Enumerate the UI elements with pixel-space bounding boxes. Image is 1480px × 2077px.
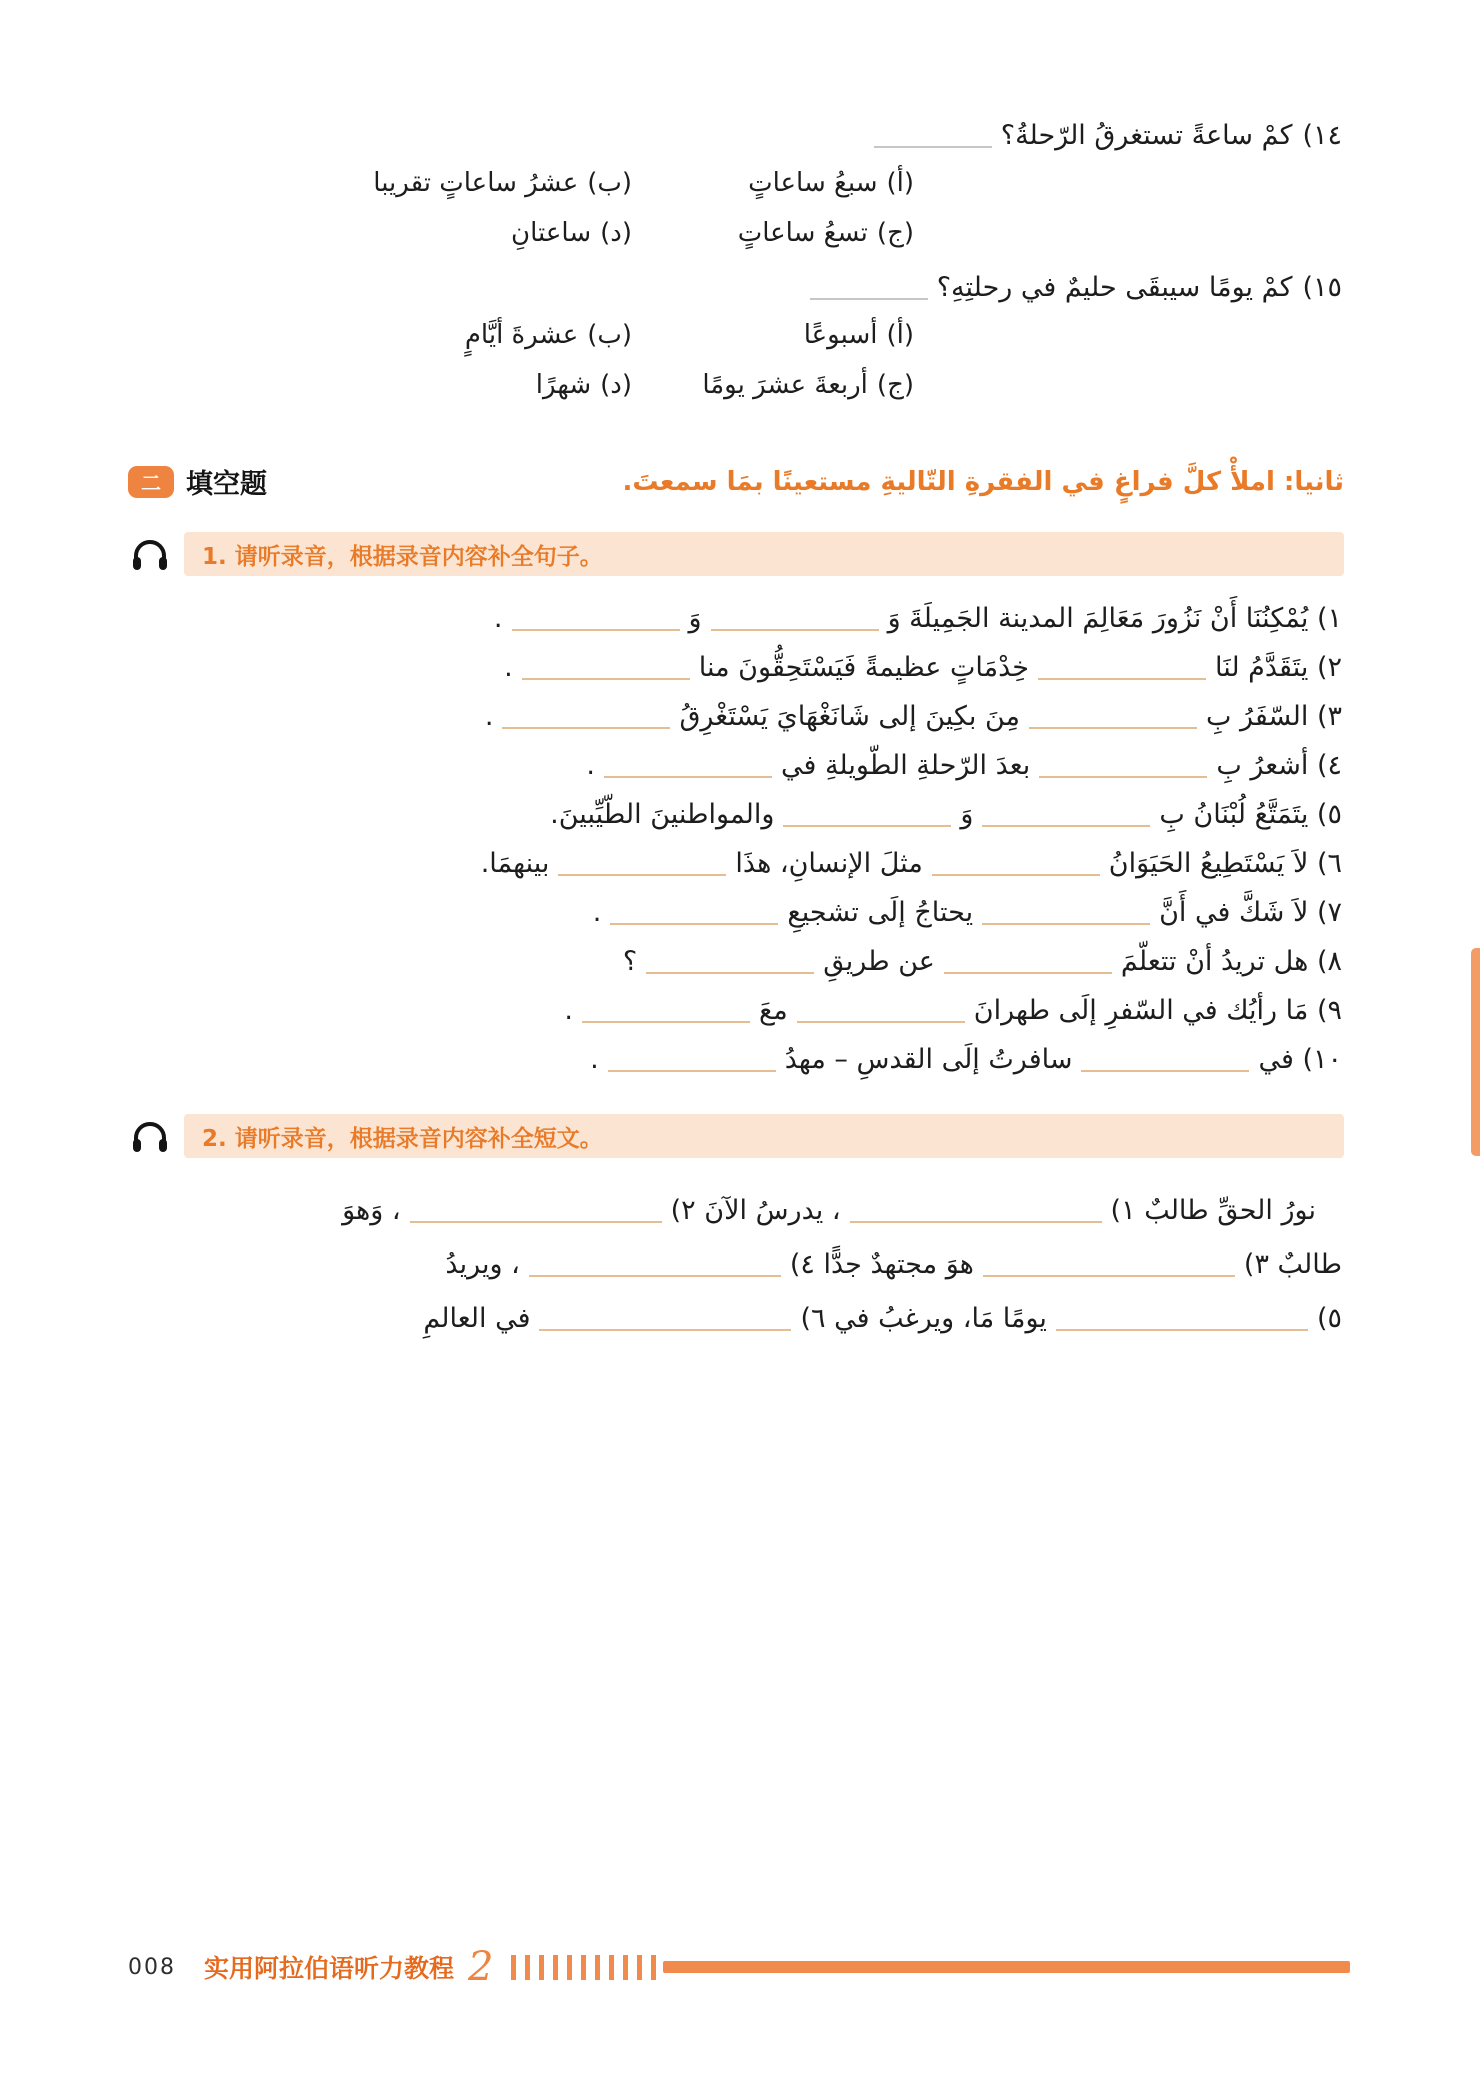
- fill-in-blank: [1081, 1062, 1249, 1072]
- mcq-question: [128, 110, 1342, 162]
- arabic-text: هوَ مجتهدٌ جدًّا ٤): [789, 1249, 974, 1280]
- fill-in-blank: [797, 1013, 965, 1023]
- arabic-text: .: [586, 750, 595, 781]
- mcq-question: [128, 262, 1342, 314]
- fill-in-sentence: [128, 888, 1342, 937]
- fill-in-blank: [522, 670, 690, 680]
- arabic-text: في العالمِ: [423, 1303, 531, 1334]
- fill-in-blank: [608, 1062, 776, 1072]
- fill-in-blank: [410, 1213, 662, 1223]
- arabic-text: نورُ الحقِّ طالبٌ ١): [1110, 1195, 1316, 1226]
- exercise2-banner: 2. 请听录音，根据录音内容补全短文。: [184, 1114, 1344, 1158]
- fill-in-blank: [983, 1267, 1235, 1277]
- exercise1-header: [128, 532, 1344, 576]
- fill-in-blank: [932, 866, 1100, 876]
- arabic-text: ٨) هل تريدُ أنْ تتعلّمَ: [1120, 946, 1342, 977]
- option-label: (ج): [876, 218, 914, 248]
- arabic-text: ٧) لاَ شَكَّ في أَنَّ: [1159, 897, 1342, 928]
- arabic-text: ١) يُمْكِنُنَا أَنْ نَزُورَ مَعَالِمَ المدينة الجَمِيلَةَ وَ: [887, 603, 1342, 634]
- option-text: شهرًا: [535, 370, 592, 400]
- arabic-text: ٩) مَا رأيُك في السّفرِ إلَى طهرانَ: [973, 995, 1342, 1026]
- fill-in-blank: [982, 817, 1150, 827]
- option-label: (ب): [587, 320, 632, 350]
- arabic-text: سافرتُ إلَى القدسِ – مهدُ: [784, 1044, 1073, 1075]
- fill-in-blank: [1038, 670, 1206, 680]
- arabic-text: .: [564, 995, 573, 1026]
- fill-in-blank: [529, 1267, 781, 1277]
- fill-in-blank: [1029, 719, 1197, 729]
- arabic-text: ١٠) في: [1258, 1044, 1342, 1075]
- fill-in-sentence: [128, 594, 1342, 643]
- volume-number: 2: [468, 1944, 494, 1990]
- exercise1-banner: 1. 请听录音，根据录音内容补全句子。: [184, 532, 1344, 576]
- exercise2-header: [128, 1114, 1344, 1158]
- arabic-text: بعدَ الرّحلةِ الطّويلةِ في: [780, 750, 1031, 781]
- fill-in-blank: [502, 719, 670, 729]
- mcq-option: [632, 164, 914, 202]
- fill-in-blank: [604, 768, 772, 778]
- mcq-section: [128, 110, 1342, 414]
- arabic-text: عن طريقِ: [823, 946, 935, 977]
- fill-in-sentence: [128, 741, 1342, 790]
- fill-in-blank: [558, 866, 726, 876]
- paragraph-line: [128, 1238, 1342, 1292]
- fill-in-blank: [1056, 1321, 1308, 1331]
- mcq-option: [373, 164, 632, 202]
- answer-blank: [810, 290, 928, 300]
- option-text: أسبوعًا: [803, 320, 878, 350]
- option-label: (أ): [886, 320, 914, 350]
- exercise1-sentences: [128, 594, 1342, 1084]
- arabic-text: .: [493, 603, 503, 634]
- question-number: ١٥): [1302, 272, 1342, 303]
- fill-in-sentence: [128, 839, 1342, 888]
- arabic-text: .: [504, 652, 513, 683]
- option-text: عشرُ ساعاتٍ تقريبا: [373, 168, 579, 198]
- headphones-icon: [128, 1118, 172, 1154]
- mcq-options: [128, 164, 914, 252]
- fill-in-blank: [512, 621, 680, 631]
- fill-in-sentence: [128, 643, 1342, 692]
- mcq-option: [632, 316, 914, 354]
- arabic-text: ، وَهوَ: [342, 1195, 401, 1226]
- answer-blank: [874, 138, 992, 148]
- paragraph-line: [128, 1292, 1342, 1346]
- mcq-option: [465, 316, 632, 354]
- footer-accent-bar: [663, 1961, 1350, 1973]
- fill-in-blank: [711, 621, 879, 631]
- arabic-text: ٦) لاَ يَسْتَطِيعُ الحَيَوَانُ: [1108, 848, 1342, 879]
- section-header: [128, 462, 1344, 501]
- fill-in-sentence: [128, 1035, 1342, 1084]
- fill-in-sentence: [128, 986, 1342, 1035]
- arabic-text: وَ: [688, 603, 702, 634]
- arabic-text: ٣) السّفَرُ بِ: [1205, 701, 1342, 732]
- arabic-text: .: [484, 701, 494, 732]
- arabic-text: ٤) أشعرُ بِ: [1216, 750, 1342, 781]
- question-number: ١٤): [1302, 120, 1342, 151]
- arabic-text: .: [592, 897, 602, 928]
- option-label: (أ): [886, 168, 914, 198]
- page-edge-accent-bar: [1471, 948, 1480, 1156]
- arabic-text: ، ويريدُ: [445, 1249, 520, 1280]
- arabic-text: يحتاجُ إلَى تشجيعِ: [787, 897, 974, 928]
- mcq-options: [128, 316, 914, 404]
- fill-in-sentence: [128, 937, 1342, 986]
- section-instruction-arabic: ثانيا: املأْ كلَّ فراغٍ في الفقرةِ التّاليةِ مستعينًا بمَا سمعتَ.: [622, 466, 1344, 497]
- arabic-text: يومًا مَا، ويرغبُ في ٦): [800, 1303, 1047, 1334]
- option-text: تسعُ ساعاتٍ: [737, 218, 868, 248]
- arabic-text: مثلَ الإنسانِ، هذَا: [735, 848, 923, 879]
- fill-in-blank: [944, 964, 1112, 974]
- section-header-left: [128, 462, 267, 501]
- arabic-text: طالبٌ ٣): [1243, 1249, 1342, 1280]
- page-footer: [128, 1944, 1350, 1990]
- arabic-text: مِنَ بكِينَ إلى شَانَغْهَايَ يَسْتَغْرِقُ: [679, 701, 1020, 732]
- exercise2-paragraph: [128, 1184, 1342, 1346]
- question-text: كمْ يومًا سيبقَى حليمٌ في رحلتِهِ؟: [936, 272, 1293, 303]
- section-number-badge: 二: [128, 466, 174, 498]
- fill-in-sentence: [128, 692, 1342, 741]
- fill-in-blank: [1039, 768, 1207, 778]
- option-label: (د): [600, 218, 632, 248]
- page-number: 008: [128, 1954, 176, 1980]
- arabic-text: .: [590, 1044, 599, 1075]
- fill-in-blank: [646, 964, 814, 974]
- arabic-text: ؟: [622, 946, 638, 977]
- fill-in-blank: [539, 1321, 791, 1331]
- fill-in-blank: [850, 1213, 1102, 1223]
- option-text: سبعُ ساعاتٍ: [748, 168, 878, 198]
- book-title: 实用阿拉伯语听力教程: [204, 1954, 455, 1983]
- fill-in-blank: [610, 915, 778, 925]
- arabic-text: والمواطنينَ الطّيِّبينَ.: [550, 799, 775, 830]
- section-title: 填空题: [186, 469, 267, 500]
- mcq-option: [632, 214, 914, 252]
- arabic-text: ٥) يتَمَتَّعُ لُبْنَانُ بِ: [1159, 799, 1342, 830]
- arabic-text: بينهمَا.: [480, 848, 550, 879]
- mcq-option: [373, 214, 632, 252]
- fill-in-blank: [582, 1013, 750, 1023]
- option-text: ساعتانِ: [511, 218, 592, 248]
- arabic-text: معَ: [758, 995, 788, 1026]
- option-label: (د): [600, 370, 632, 400]
- arabic-text: ٥): [1316, 1303, 1342, 1334]
- footer-tick-pattern: [511, 1955, 659, 1980]
- option-label: (ب): [587, 168, 632, 198]
- option-text: عشرةَ أيَّامٍ: [464, 320, 579, 350]
- fill-in-sentence: [128, 790, 1342, 839]
- mcq-option: [632, 366, 914, 404]
- option-label: (ج): [876, 370, 914, 400]
- arabic-text: وَ: [960, 799, 974, 830]
- question-text: كمْ ساعةً تستغرقُ الرّحلةُ؟: [1000, 120, 1293, 151]
- headphones-icon: [128, 536, 172, 572]
- arabic-text: خِدْمَاتٍ عظيمةً فَيَسْتَحِقُّونَ منا: [698, 652, 1029, 683]
- option-text: أربعةَ عشرَ يومًا: [702, 370, 868, 400]
- mcq-option: [465, 366, 632, 404]
- fill-in-blank: [783, 817, 951, 827]
- fill-in-blank: [982, 915, 1150, 925]
- paragraph-line: [128, 1184, 1342, 1238]
- arabic-text: ، يدرسُ الآنَ ٢): [670, 1195, 841, 1226]
- page-content: [128, 0, 1344, 2077]
- arabic-text: ٢) يتَقَدَّمُ لنَا: [1214, 652, 1342, 683]
